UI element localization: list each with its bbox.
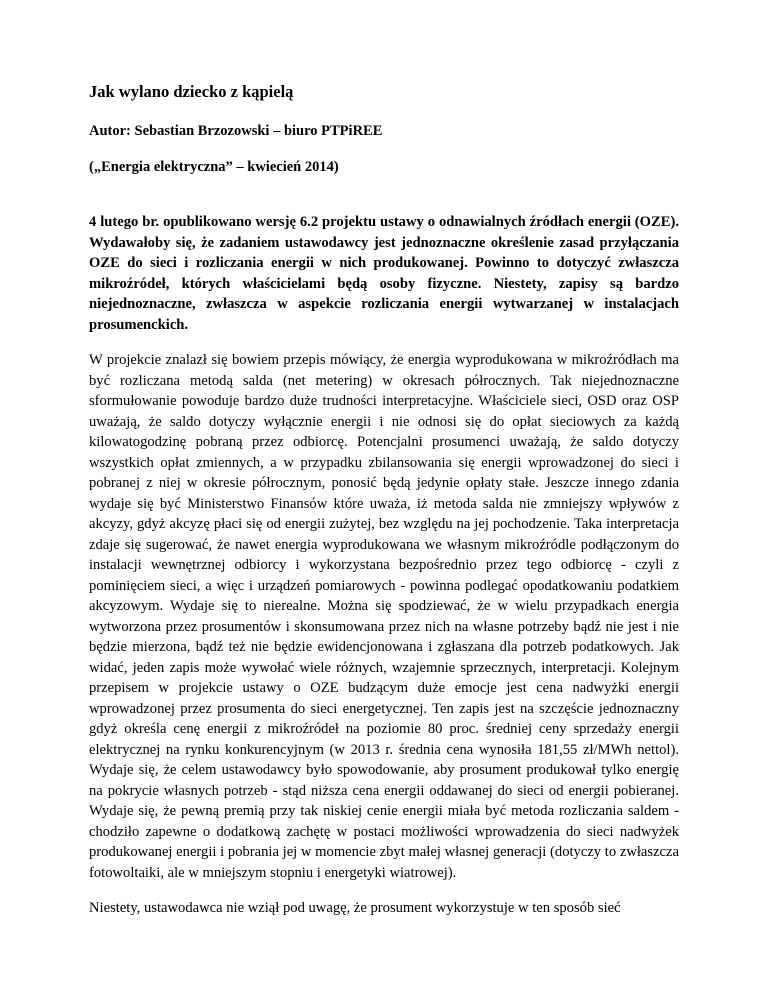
article-title: Jak wylano dziecko z kąpielą xyxy=(89,82,294,101)
article-source: („Energia elektryczna” – kwiecień 2014) xyxy=(89,159,339,175)
article-paragraph: Niestety, ustawodawca nie wziął pod uwagę, że prosument wykorzystuje w ten sposób sieć xyxy=(89,900,621,916)
article-author: Autor: Sebastian Brzozowski – biuro PTPiREE xyxy=(89,123,383,139)
article-paragraph: W projekcie znalazł się bowiem przepis mówiący, że energia wyprodukowana w mikroźródłach ma być rozliczana metodą salda (net metering) w okresach półrocznych. Tak niejednoznaczne sformułowanie powoduje bardzo duże trudności interpretacyjne. Właściciele sieci, OSD oraz OSP uważają, że saldo dotyczy wyłącznie energii i nie odnosi się do opłat sieciowych za każdą kilowatogodzinę pobraną przez odbiorcę. Potencjalni prosumenci uważają, że saldo dotyczy wszystkich opłat zmiennych, a w przypadku zbilansowania się energii wprowadzonej do sieci i pobranej z niej w okresie półrocznym, ponosić będą jedynie opłaty stałe. Jeszcze innego zdania wydaje się być Ministerstwo Finansów które uważa, iż metoda salda nie zmniejszy wpływów z akcyzy, gdyż akcyzę płaci się od energii zużytej, bez względu na jej pochodzenie. Taka interpretacja zdaje się sugerować, że nawet energia wyprodukowana we własnym mikroźródle podłączonym do instalacji wewnętrznej odbiorcy i wykorzystana bezpośrednio przez tego odbiorcę - czyli z pominięciem sieci, a więc i urządzeń pomiarowych - powinna podlegać opodatkowaniu podatkiem akcyzowym. Wydaje się to nierealne. Można się spodziewać, że w wielu przypadkach energia wytworzona przez prosumentów i skonsumowana przez nich na własne potrzeby bądź nie jest i nie będzie mierzona, bądź też nie będzie ewidencjonowana i zgłaszana dla potrzeb podatkowych. Jak widać, jeden zapis może wywołać wiele różnych, wzajemnie sprzecznych, interpretacji. Kolejnym przepisem w projekcie ustawy o OZE budzącym duże emocje jest cena nadwyżki energii wprowadzonej przez prosumenta do sieci energetycznej. Ten zapis jest na szczęście jednoznaczny gdyż określa cenę energii z mikroźródeł na poziomie 80 proc. średniej ceny sprzedaży energii elektrycznej na rynku konkurencyjnym (w 2013 r. średnia cena wynosiła 181,55 zł/MWh nettol). Wydaje się, że celem ustawodawcy było spowodowanie, aby prosument produkował tylko energię na pokrycie własnych potrzeb - stąd niższa cena energii oddawanej do sieci od energii pobieranej. Wydaje się, że pewną premią przy tak niskiej cenie energii miała być metoda rozliczania saldem - chodziło zapewne o dodatkową zachętę w postaci możliwości wprowadzenia do sieci nadwyżek produkowanej energii i pobrania jej w momencie zbyt małej własnej generacji (dotyczy to zwłaszcza fotowoltaiki, ale w mniejszym stopniu i energetyki wiatrowej). xyxy=(89,352,679,881)
document-page xyxy=(89,82,679,934)
article-lead: 4 lutego br. opublikowano wersję 6.2 projektu ustawy o odnawialnych źródłach energii (OZE). Wydawałoby się, że zadaniem ustawodawcy jest jednoznaczne określenie zasad przyłączania OZE do sieci i rozliczania energii w nich produkowanej. Powinno to dotyczyć zwłaszcza mikroźródeł, których właścicielami będą osoby fizyczne. Niestety, zapisy są bardzo niejednoznaczne, zwłaszcza w aspekcie rozliczania energii wytwarzanej w instalacjach prosumenckich. xyxy=(89,214,679,333)
